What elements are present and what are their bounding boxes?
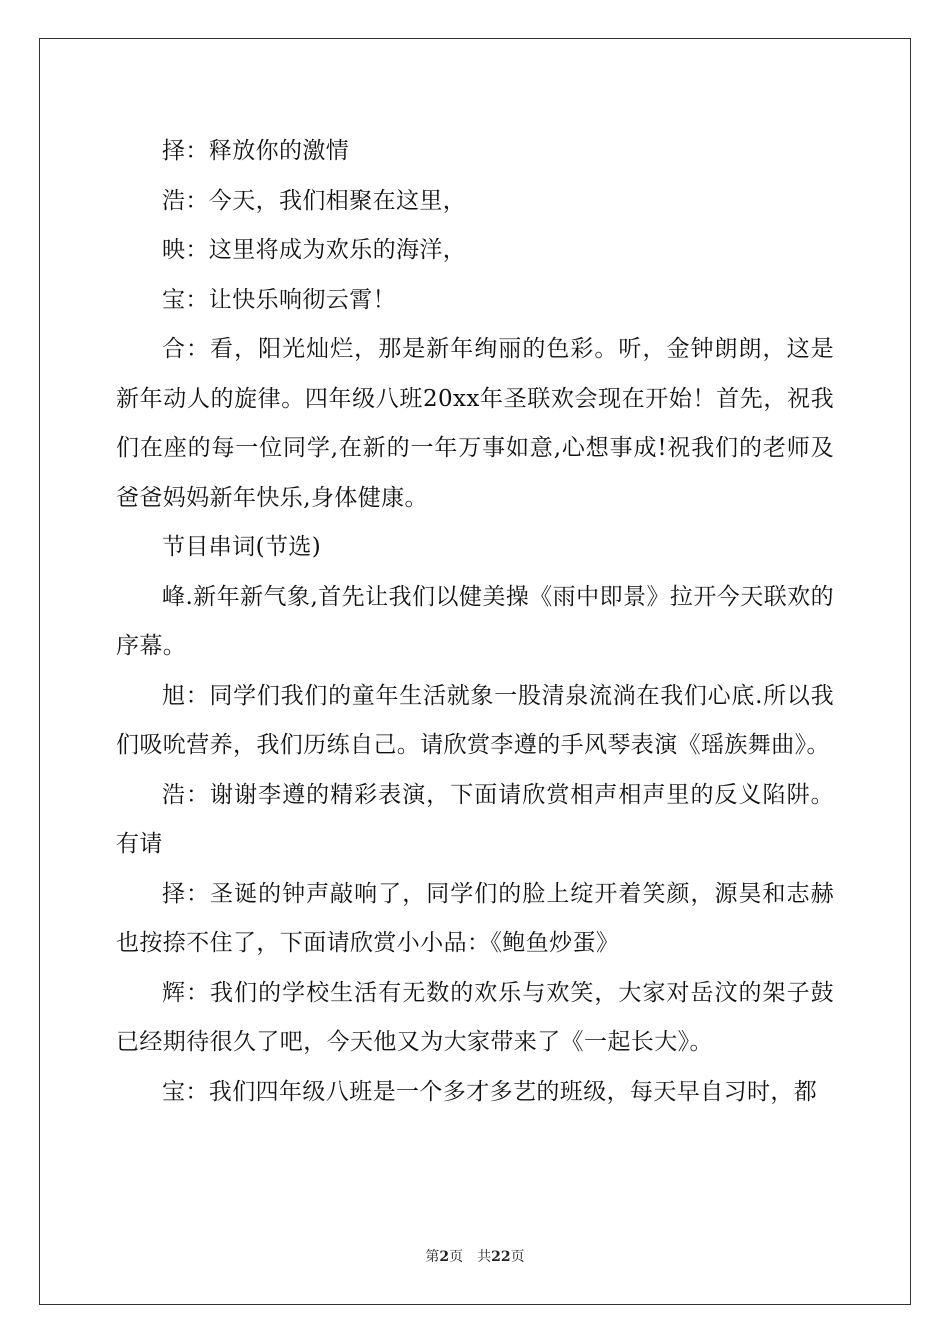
total-prefix: 共 — [477, 1249, 492, 1265]
document-body — [116, 127, 834, 1117]
paragraph: 旭：同学们我们的童年生活就象一股清泉流淌在我们心底.所以我们吸吮营养，我们历练自己。请欣赏李遵的手风琴表演《瑶族舞曲》。 — [116, 682, 834, 758]
paragraph: 映：这里将成为欢乐的海洋， — [162, 237, 467, 263]
paragraph: 合：看，阳光灿烂，那是新年绚丽的色彩。听，金钟朗朗，这是新年动人的旋律。四年级八班20xx年圣联欢会现在开始！首先，祝我们在座的每一位同学,在新的一年万事如意,心想事成!祝我们的老师及爸爸妈妈新年快乐,身体健康。 — [116, 336, 834, 511]
paragraph: 宝：让快乐响彻云霄！ — [162, 286, 396, 313]
paragraph: 峰.新年新气象,首先让我们以健美操《雨中即景》拉开今天联欢的序幕。 — [116, 583, 834, 659]
page-footer — [0, 1246, 950, 1266]
page-suffix: 页 — [449, 1249, 464, 1265]
total-pages: 22 — [491, 1249, 511, 1265]
section-heading: 节目串词(节选) — [162, 534, 322, 560]
total-suffix: 页 — [510, 1249, 525, 1265]
page-prefix: 第 — [425, 1249, 440, 1265]
paragraph: 宝：我们四年级八班是一个多才多艺的班级，每天早自习时，都 — [162, 1078, 818, 1105]
paragraph: 择：圣诞的钟声敲响了，同学们的脸上绽开着笑颜，源昊和志赫也按捺不住了，下面请欣赏小小品：《鲍鱼炒蛋》 — [116, 880, 834, 956]
paragraph: 辉：我们的学校生活有无数的欢乐与欢笑，大家对岳汶的架子鼓已经期待很久了吧，今天他又为大家带来了《一起长大》。 — [116, 979, 834, 1055]
paragraph: 择：释放你的激情 — [162, 138, 350, 164]
paragraph: 浩：今天，我们相聚在这里， — [162, 187, 467, 214]
page-number: 2 — [439, 1249, 450, 1265]
paragraph: 浩：谢谢李遵的精彩表演，下面请欣赏相声相声里的反义陷阱。有请 — [116, 781, 834, 857]
